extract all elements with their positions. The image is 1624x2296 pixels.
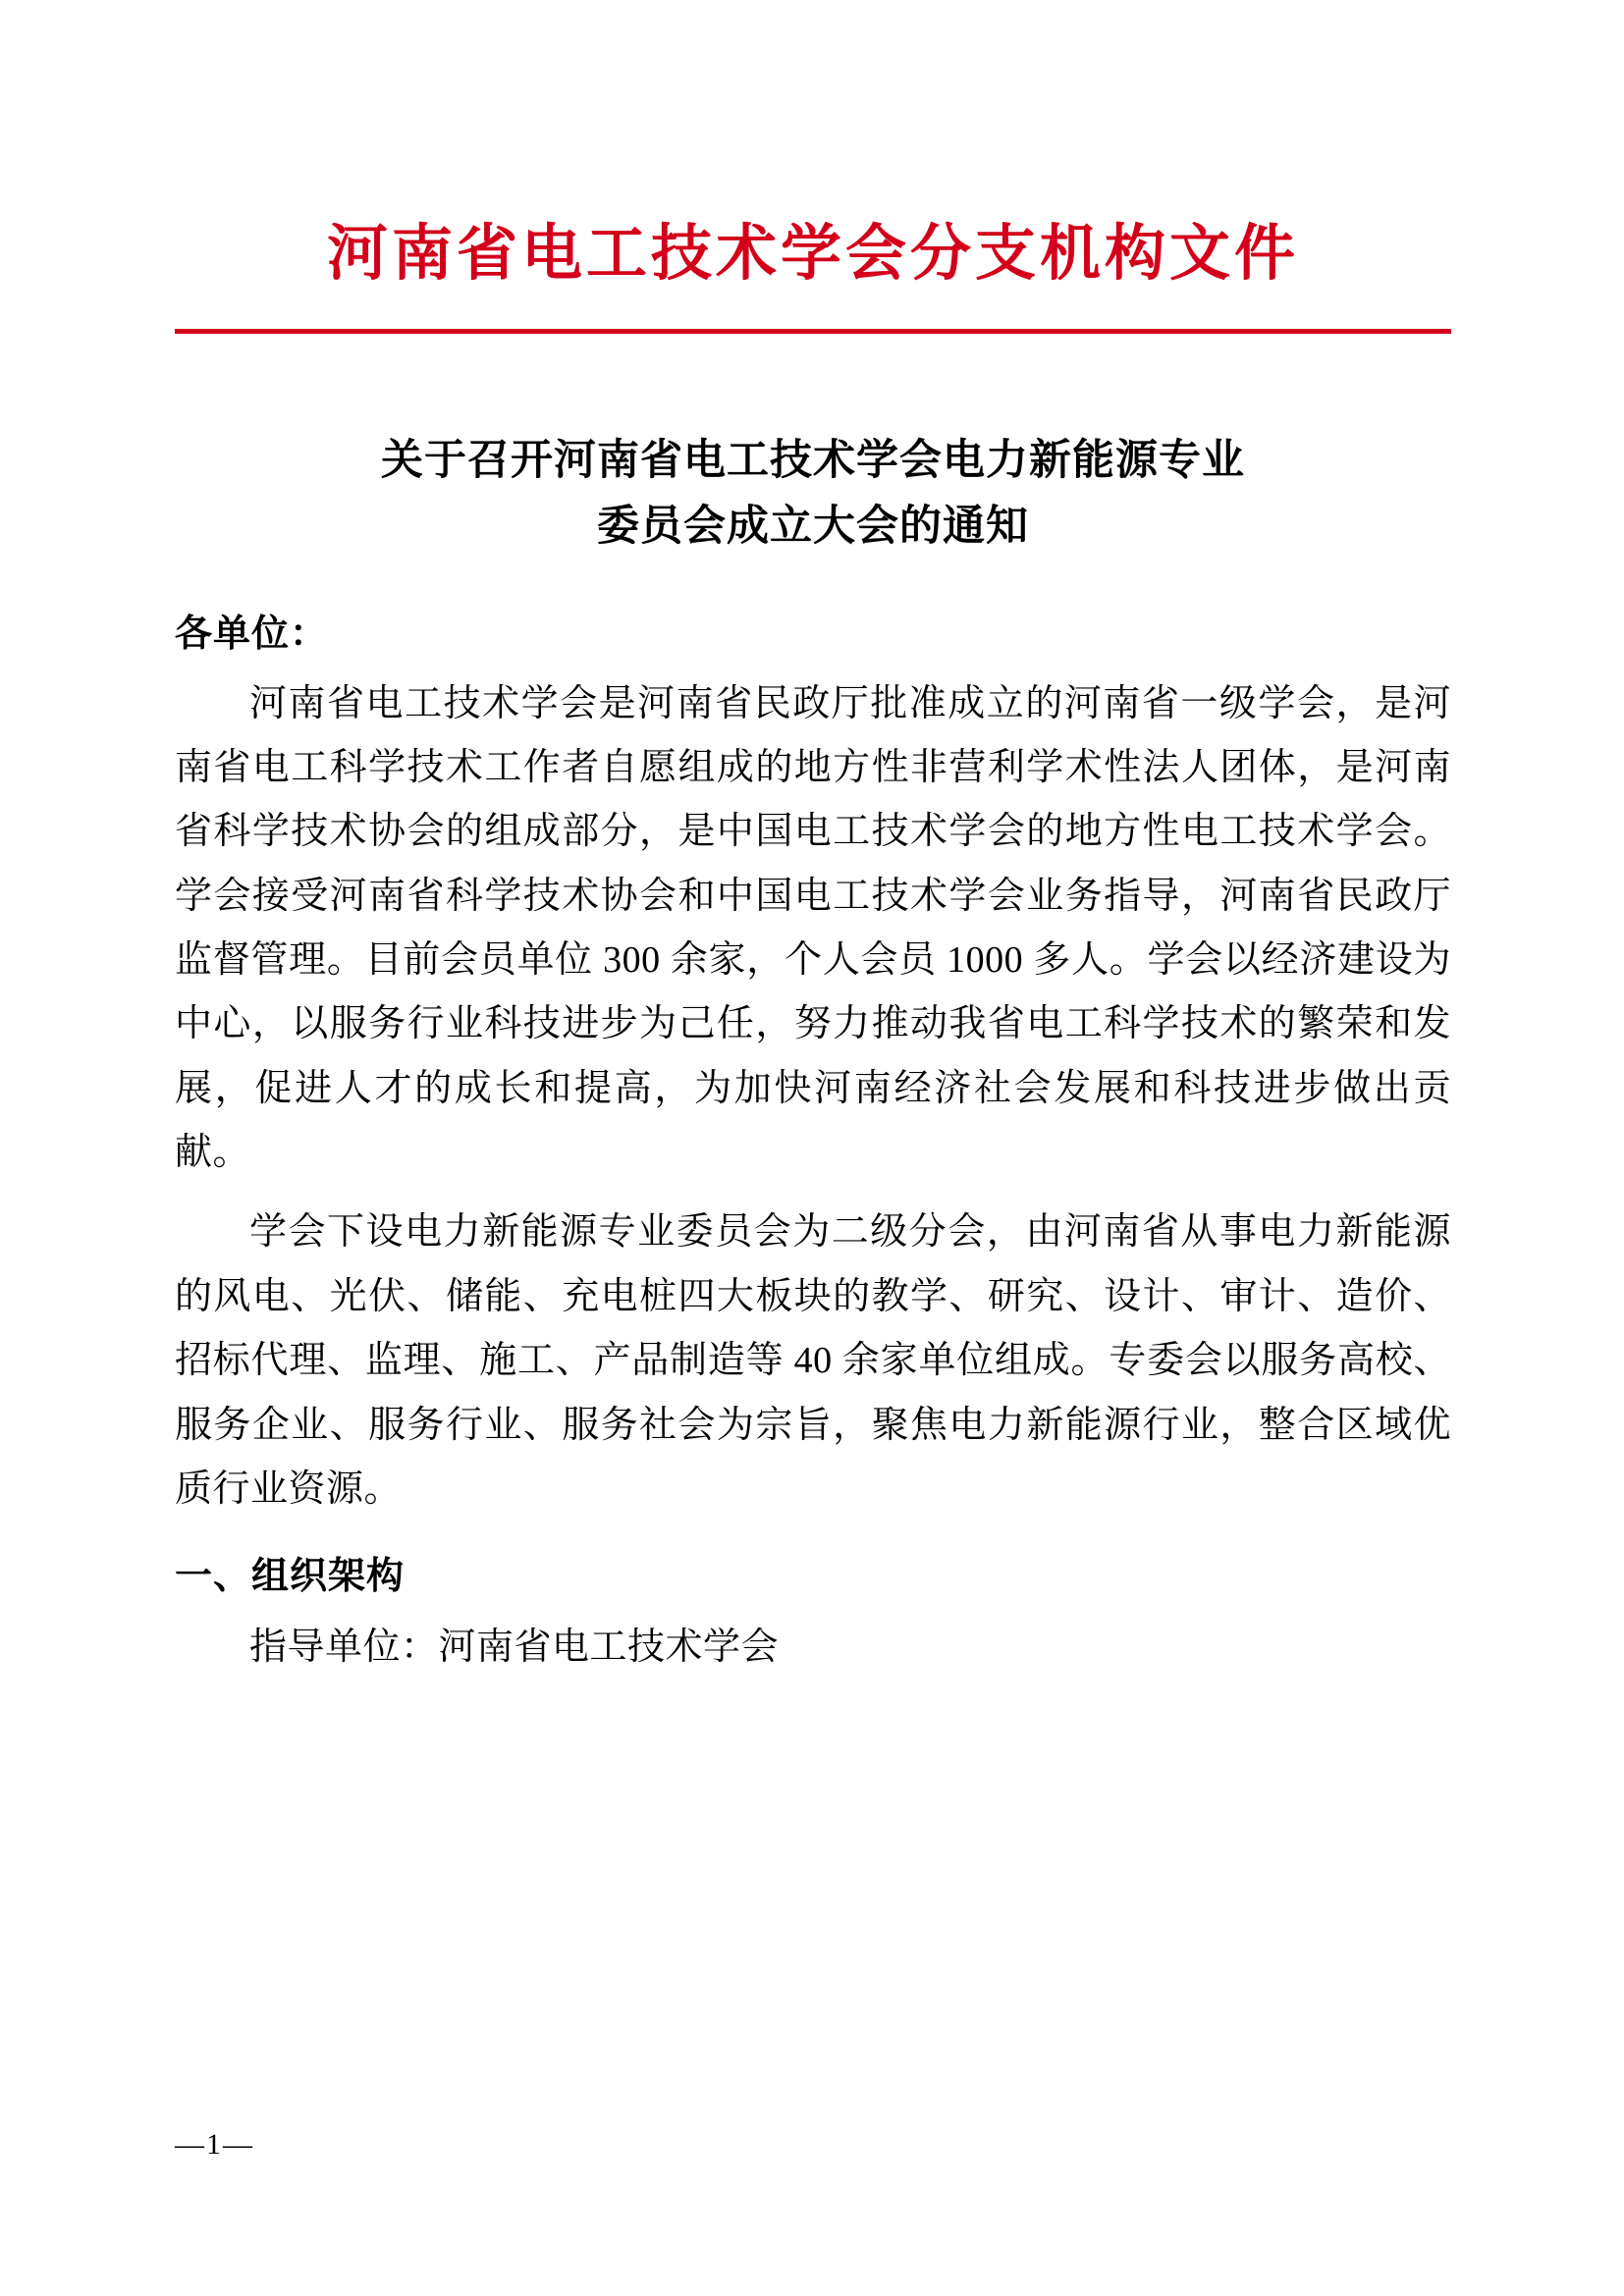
page-content <box>175 0 1451 1680</box>
body-paragraph: 河南省电工技术学会是河南省民政厅批准成立的河南省一级学会，是河南省电工科学技术工作者自愿组成的地方性非营利学术性法人团体，是河南省科学技术协会的组成部分，是中国电工技术学会的地方性电工技术学会。学会接受河南省科学技术协会和中国电工技术学会业务指导，河南省民政厅监督管理。目前会员单位 300 余家，个人会员 1000 多人。学会以经济建设为中心，以服务行业科技进步为己任，努力推动我省电工科学技术的繁荣和发展，促进人才的成长和提高，为加快河南经济社会发展和科技进步做出贡献。 <box>175 682 1451 1174</box>
body-paragraph: 学会下设电力新能源专业委员会为二级分会，由河南省从事电力新能源的风电、光伏、储能、充电桩四大板块的教学、研究、设计、审计、造价、招标代理、监理、施工、产品制造等 40 余家单位组成。专委会以服务高校、服务企业、服务行业、服务社会为宗旨，聚焦电力新能源行业，整合区域优质行业资源。 <box>175 1211 1451 1510</box>
page-title-line-2: 委员会成立大会的通知 <box>597 501 1029 551</box>
page-title-line-1: 关于召开河南省电工技术学会电力新能源专业 <box>381 436 1245 486</box>
masthead-divider <box>175 329 1451 334</box>
page-number: —1— <box>175 2128 254 2161</box>
section-heading-organization: 一、组织架构 <box>175 1553 406 1598</box>
page-title <box>175 428 1451 559</box>
section-line-guidance-unit: 指导单位：河南省电工技术学会 <box>249 1626 780 1668</box>
document-masthead: 河南省电工技术学会分支机构文件 <box>326 217 1299 289</box>
salutation: 各单位： <box>175 610 329 655</box>
